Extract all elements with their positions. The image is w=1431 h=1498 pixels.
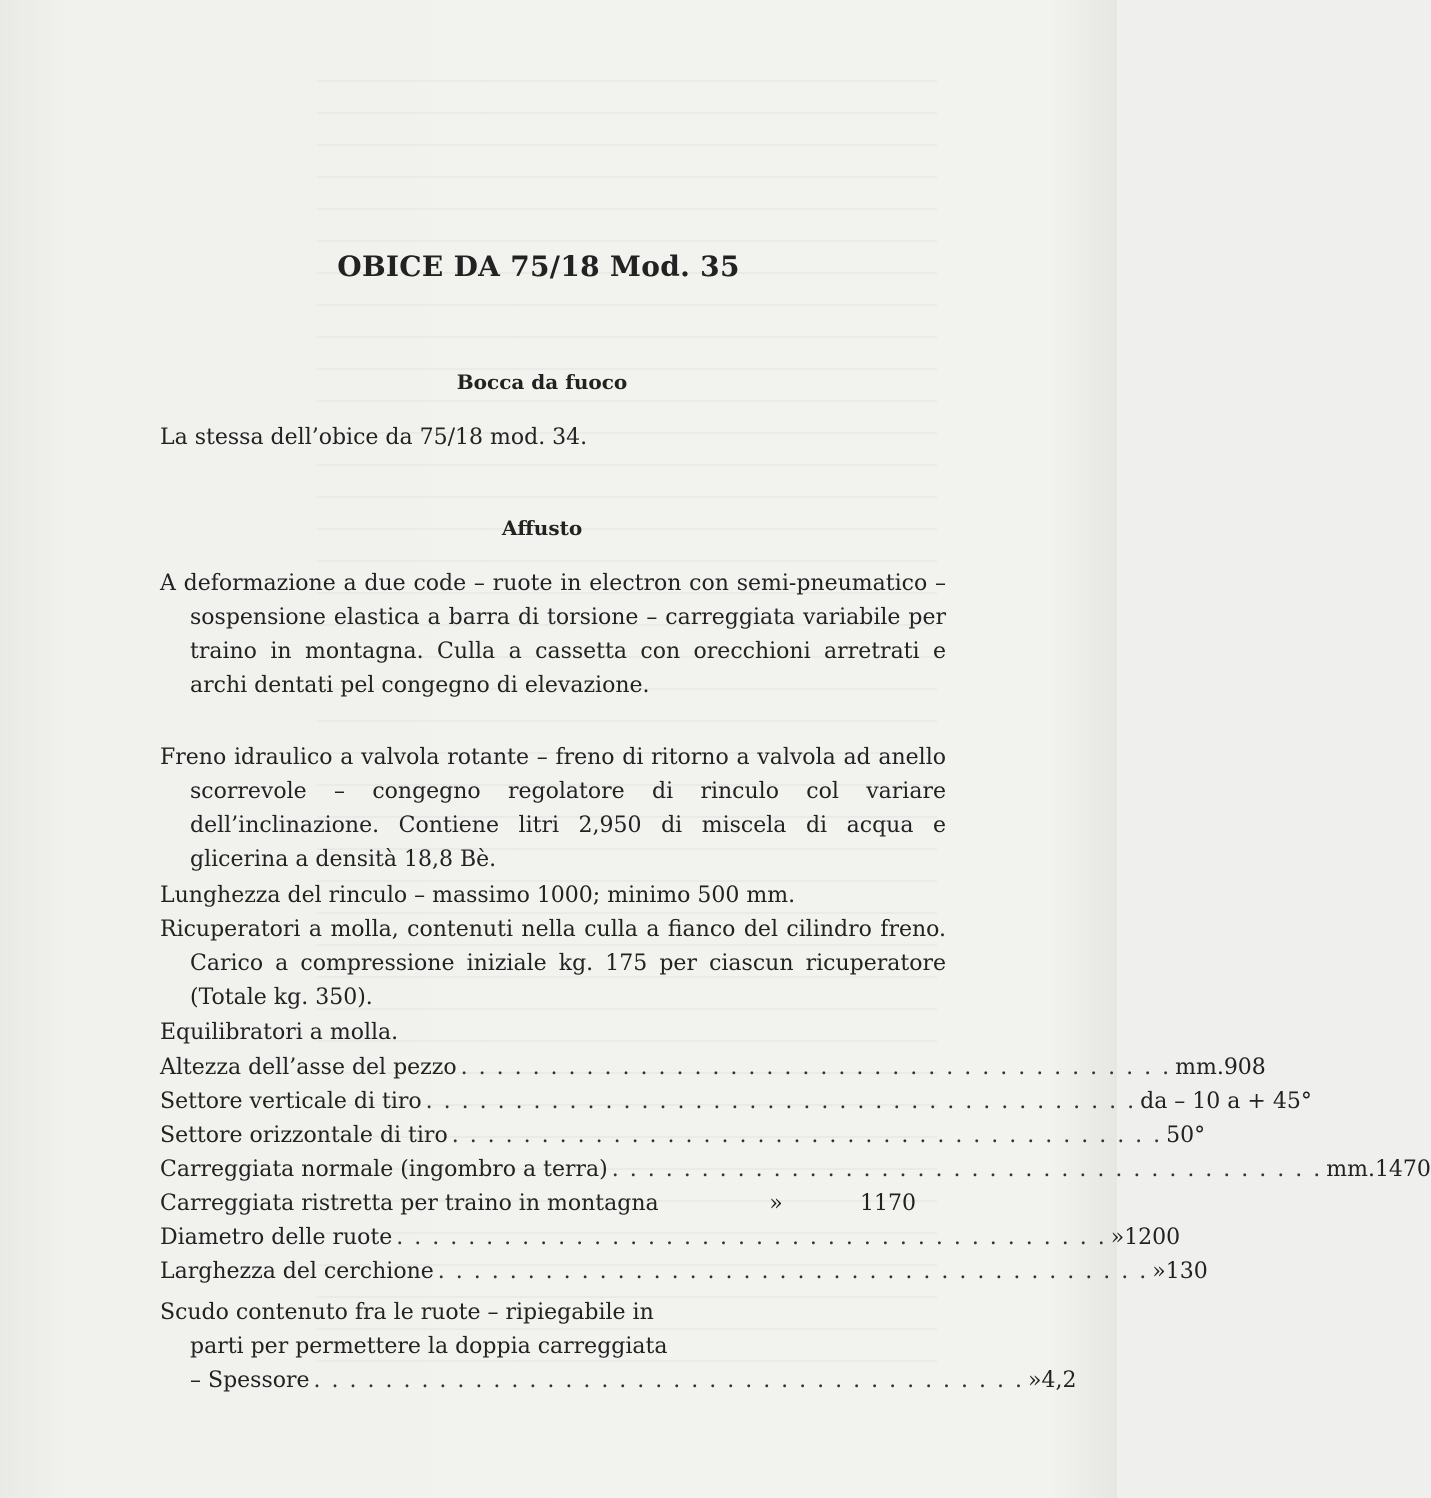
bocca-text: La stessa dell’obice da 75/18 mod. 34. xyxy=(160,425,588,450)
spec-label: – Spessore xyxy=(190,1368,310,1393)
paragraph-equilibratori: Equilibratori a molla. xyxy=(160,1020,399,1045)
scudo-block xyxy=(160,1296,1077,1398)
spec-value: 1200 xyxy=(1124,1225,1181,1250)
spec-label: Altezza dell’asse del pezzo xyxy=(160,1055,457,1080)
paragraph-freno: Freno idraulico a valvola rotante – freno di ritorno a valvola ad anello scorrevole – congegno regolatore di rinculo col variare dell’inclinazione. Contiene litri 2,950 di miscela di acqua e glicerina a densità 18,8 Bè. xyxy=(160,745,946,872)
leader-dots: . . . . . . . . . . . . . . . . . . . . . . . . . . . . . . . . . . . . . . . . xyxy=(451,1123,1163,1148)
page-title: OBICE DA 75/18 Mod. 35 xyxy=(337,250,740,283)
spec-value: 908 xyxy=(1223,1055,1266,1080)
spec-value: 1470 xyxy=(1374,1157,1431,1182)
paragraph-ricuperatori: Ricuperatori a molla, contenuti nella culla a fianco del cilindro freno. Carico a compressione iniziale kg. 175 per ciascun ricuperatore (Totale kg. 350). xyxy=(160,917,946,1010)
spec-unit: » xyxy=(1028,1368,1042,1393)
spec-label: Carreggiata ristretta per traino in montagna xyxy=(160,1191,659,1216)
spec-label: Carreggiata normale (ingombro a terra) xyxy=(160,1157,608,1182)
spec-unit: mm. xyxy=(1175,1055,1224,1080)
spec-row xyxy=(160,1119,1206,1153)
spec-value: 130 xyxy=(1165,1259,1208,1284)
scudo-line: parti per permettere la doppia carreggiata xyxy=(190,1334,668,1359)
spec-row xyxy=(160,1364,1077,1398)
paragraph-rinculo: Lunghezza del rinculo – massimo 1000; minimo 500 mm. xyxy=(160,883,796,908)
leader-dots: . . . . . . . . . . . . . . . . . . . . . . . . . . . . . . . . . . . . . . . . xyxy=(611,1157,1323,1182)
spec-table xyxy=(160,1051,1431,1289)
leader-dots: . . . . . . . . . . . . . . . . . . . . . . . . . . . . . . . . . . . . . . . . xyxy=(396,1225,1107,1250)
spec-label: Diametro delle ruote xyxy=(160,1225,393,1250)
spec-label: Settore verticale di tiro xyxy=(160,1089,422,1114)
spec-value: 4,2 xyxy=(1041,1368,1077,1393)
spec-unit: mm. xyxy=(1326,1157,1375,1182)
leader-dots: . . . . . . . . . . . . . . . . . . . . . . . . . . . . . . . . . . . . . . . . xyxy=(425,1089,1137,1114)
section-heading-bocca: Bocca da fuoco xyxy=(456,370,628,394)
spec-unit: » xyxy=(1110,1225,1125,1250)
spec-label: Larghezza del cerchione xyxy=(160,1259,434,1284)
spec-row xyxy=(160,1187,916,1221)
spec-row xyxy=(160,1051,1266,1085)
leader-dots: . . . . . . . . . . . . . . . . . . . . . . . . . . . . . . . . . . . . . . . . xyxy=(460,1055,1172,1080)
spec-row xyxy=(160,1085,1312,1119)
paragraph-deformazione: A deformazione a due code – ruote in electron con semi-pneumatico – sospensione elastica a barra di torsione – carreggiata variabile per traino in montagna. Culla a cassetta con orecchioni arretrati e archi dentati pel congegno di elevazione. xyxy=(160,571,946,698)
leader-dots: . . . . . . . . . . . . . . . . . . . . . . . . . . . . . . . . . . . . . . . . xyxy=(313,1368,1024,1393)
spec-row xyxy=(160,1255,1208,1289)
section-heading-affusto: Affusto xyxy=(501,516,583,540)
spec-value: 1170 xyxy=(860,1191,916,1216)
spec-unit: da – 10 a + 45° xyxy=(1140,1089,1312,1114)
spec-row xyxy=(160,1153,1431,1187)
leader-dots: . . . . . . . . . . . . . . . . . . . . . . . . . . . . . . . . . . . . . . . . xyxy=(437,1259,1149,1284)
spec-unit: » xyxy=(769,1191,783,1216)
spec-row xyxy=(160,1221,1181,1255)
spec-label: Settore orizzontale di tiro xyxy=(160,1123,448,1148)
scudo-line: Scudo contenuto fra le ruote – ripiegabile in xyxy=(160,1300,654,1325)
spec-value: 50° xyxy=(1166,1123,1206,1148)
spec-unit: » xyxy=(1152,1259,1166,1284)
